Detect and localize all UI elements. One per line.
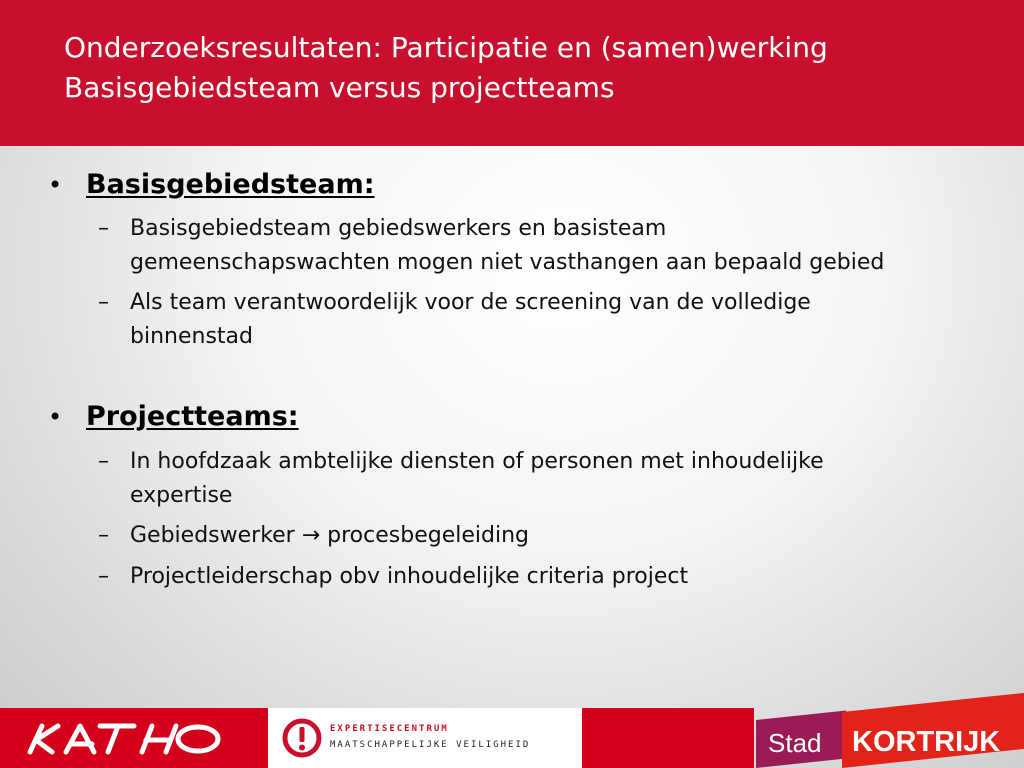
dash-marker: – xyxy=(98,564,109,589)
slide-title xyxy=(64,28,828,108)
title-banner xyxy=(0,0,1024,146)
dash-marker: – xyxy=(98,216,109,241)
bullet-marker: • xyxy=(48,171,63,199)
list-item-line: Projectleiderschap obv inhoudelijke criteria project xyxy=(130,564,689,589)
dash-marker: – xyxy=(98,449,109,474)
exclamation-icon xyxy=(282,718,322,758)
list-item xyxy=(98,560,998,594)
bullet-marker: • xyxy=(48,403,63,431)
maatschappelijke-veiligheid-label: MAATSCHAPPELIJKE VEILIGHEID xyxy=(330,740,531,750)
list-item-line: Als team verantwoordelijk voor de screening van de volledige xyxy=(130,290,811,315)
kortrijk-label: KORTRIJK xyxy=(852,726,1001,758)
list-item-line: Basisgebiedsteam gebiedswerkers en basisteam xyxy=(130,216,667,241)
list-item-line: Gebiedswerker → procesbegeleiding xyxy=(130,523,529,548)
list-item-line: gemeenschapswachten mogen niet vasthangen aan bepaald gebied xyxy=(130,250,885,275)
list-item-line: binnenstad xyxy=(130,324,253,349)
expertisecentrum-label: EXPERTISECENTRUM xyxy=(330,724,449,734)
section-heading: Projectteams: xyxy=(86,401,299,432)
section-heading: Basisgebiedsteam: xyxy=(86,169,375,200)
list-item xyxy=(98,212,998,280)
list-item xyxy=(98,445,998,513)
dash-marker: – xyxy=(98,290,109,315)
stad-label: Stad xyxy=(768,728,822,758)
dash-marker: – xyxy=(98,523,109,548)
footer-logo-strip xyxy=(0,708,1024,768)
slide-title-line-2: Basisgebiedsteam versus projectteams xyxy=(64,71,615,104)
list-item-line: expertise xyxy=(130,483,233,508)
list-item xyxy=(98,286,998,354)
katho-logo xyxy=(0,708,268,768)
list-item xyxy=(98,519,998,553)
slide-title-line-1: Onderzoeksresultaten: Participatie en (samen)werking xyxy=(64,31,828,64)
list-item-line: In hoofdzaak ambtelijke diensten of personen met inhoudelijke xyxy=(130,449,824,474)
slide-body xyxy=(0,160,1024,700)
red-band xyxy=(582,708,754,768)
